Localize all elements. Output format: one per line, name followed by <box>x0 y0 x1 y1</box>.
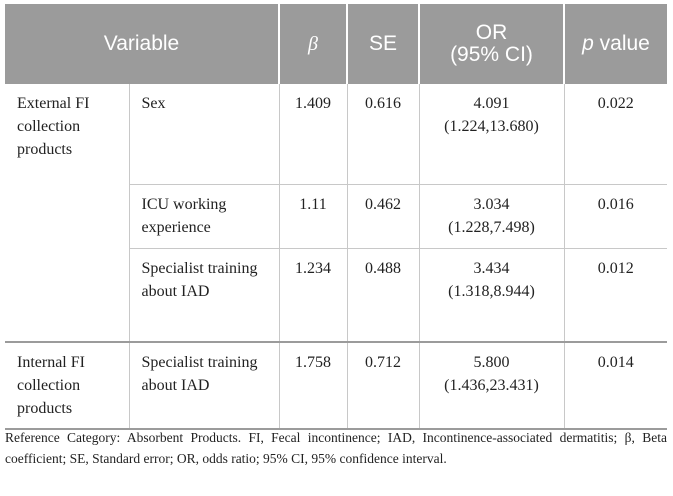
se-cell: 0.616 <box>347 84 419 184</box>
header-variable: Variable <box>5 4 279 84</box>
header-or-ci: (95% CI) <box>450 43 533 66</box>
header-row <box>5 4 667 84</box>
header-p-value <box>564 4 667 84</box>
se-cell: 0.488 <box>347 248 419 342</box>
table-footnote: Reference Category: Absorbent Products. FI, Fecal incontinence; IAD, Incontinence-associated dermatitis; β, Beta coefficient; SE, Standard error; OR, odds ratio; 95% CI, 95% confidence interval. <box>5 430 667 466</box>
se-cell: 0.712 <box>347 342 419 429</box>
or-cell <box>419 84 564 184</box>
p-cell: 0.022 <box>564 84 667 184</box>
or-value: 5.800 <box>473 354 510 371</box>
header-beta <box>279 4 347 84</box>
or-cell <box>419 342 564 429</box>
ci-value: (1.228,7.498) <box>448 218 535 236</box>
results-table <box>5 4 667 430</box>
variable-cell: Sex <box>129 84 279 184</box>
se-cell: 0.462 <box>347 184 419 248</box>
header-se: SE <box>347 4 419 84</box>
table-row <box>5 342 667 429</box>
group-label-internal: Internal FI collection products <box>5 342 129 429</box>
ci-value: (1.318,8.944) <box>448 282 535 300</box>
variable-cell: ICU working experience <box>129 184 279 248</box>
group-label-external: External FI collection products <box>17 95 90 158</box>
p-cell: 0.014 <box>564 342 667 429</box>
or-cell <box>419 184 564 248</box>
p-cell: 0.016 <box>564 184 667 248</box>
variable-cell: Specialist training about IAD <box>129 248 279 342</box>
header-or <box>419 4 564 84</box>
or-value: 4.091 <box>473 95 510 112</box>
or-value: 3.434 <box>473 259 510 277</box>
beta-symbol: β <box>308 33 318 55</box>
ci-value: (1.224,13.680) <box>444 118 539 135</box>
p-cell: 0.012 <box>564 248 667 342</box>
variable-cell: Specialist training about IAD <box>129 342 279 429</box>
header-or-label: OR <box>475 21 508 44</box>
or-cell <box>419 248 564 342</box>
beta-cell: 1.11 <box>279 184 347 248</box>
or-value: 3.034 <box>473 195 510 213</box>
beta-cell: 1.409 <box>279 84 347 184</box>
beta-cell: 1.758 <box>279 342 347 429</box>
ci-value: (1.436,23.431) <box>444 377 539 394</box>
header-p-label: value <box>593 32 650 55</box>
table-row <box>5 84 667 184</box>
beta-cell: 1.234 <box>279 248 347 342</box>
header-p-symbol: p <box>582 32 594 55</box>
